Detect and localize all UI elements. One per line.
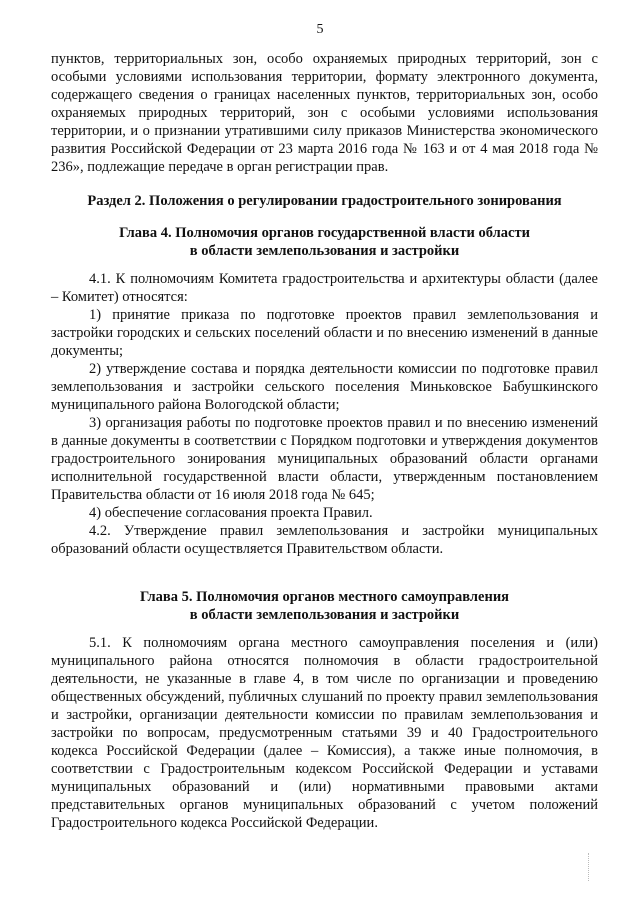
scan-edge-mark bbox=[588, 853, 590, 881]
paragraph-4-2: 4.2. Утверждение правил землепользования и застройки муниципальных образований области осуществляется Правительством области. bbox=[51, 523, 598, 557]
list-item-1: 1) принятие приказа по подготовке проектов правил землепользования и застройки городских и сельских поселений области и по внесению изменений в данные документы; bbox=[51, 307, 598, 359]
list-item-3: 3) организация работы по подготовке проектов правил и по внесению изменений в данные документы в соответствии с Порядком подготовки и утверждения документов градостроительного зонирования муниципальных образований области органами исполнительной государственной власти области, утвержденным постановлением Правительства области от 16 июля 2018 года № 645; bbox=[51, 415, 598, 503]
section-2-heading: Раздел 2. Положения о регулировании градостроительного зонирования bbox=[87, 193, 562, 209]
chapter-4-title-line-1: Глава 4. Полномочия органов государственной власти области bbox=[119, 225, 530, 241]
spacer bbox=[51, 558, 598, 574]
chapter-4-heading bbox=[51, 224, 598, 260]
paragraph-5-1: 5.1. К полномочиям органа местного самоуправления поселения и (или) муниципального района относятся полномочия в области градостроительной деятельности, не указанные в главе 4, в том числе по организации и проведению общественных обсуждений, публичных слушаний по проекту правил землепользования и застройки, организации деятельности комиссии по правилам землепользования и застройки по вопросам, предусмотренным статьями 39 и 40 Градостроительного кодекса Российской Федерации (далее – Комиссия), а также иные полномочия, в соответствии с Градостроительным кодексом Российской Федерации и уставами муниципальных образований и (или) нормативными правовыми актами представительных органов муниципальных образований с учетом положений Градостроительного кодекса Российской Федерации. bbox=[51, 635, 598, 831]
chapter-5-heading bbox=[51, 588, 598, 624]
chapter-5-title-line-2: в области землепользования и застройки bbox=[189, 607, 460, 623]
chapter-4-title-line-2: в области землепользования и застройки bbox=[189, 243, 460, 259]
document-body bbox=[51, 50, 598, 832]
list-item-2: 2) утверждение состава и порядка деятельности комиссии по подготовке правил землепользования и застройки сельского поселения Миньковское Бабушкинского муниципального района Вологодской области; bbox=[51, 361, 598, 413]
paragraph-4-1: 4.1. К полномочиям Комитета градостроительства и архитектуры области (далее – Комитет) относятся: bbox=[51, 271, 598, 305]
page-number: 5 bbox=[316, 22, 324, 37]
chapter-5-title-line-1: Глава 5. Полномочия органов местного самоуправления bbox=[139, 589, 510, 605]
continuation-paragraph: пунктов, территориальных зон, особо охраняемых природных территорий, зон с особыми условиями использования территории, формату электронного документа, содержащего сведения о границах населенных пунктов, территориальных зон, особо охраняемых природных территорий, зон с особыми условиями использования территории, и о признании утратившими силу приказов Министерства экономического развития Российской Федерации от 23 марта 2016 года № 163 и от 4 мая 2018 года № 236», подлежащие передаче в орган регистрации прав. bbox=[51, 51, 598, 175]
list-item-4: 4) обеспечение согласования проекта Правил. bbox=[89, 505, 373, 521]
